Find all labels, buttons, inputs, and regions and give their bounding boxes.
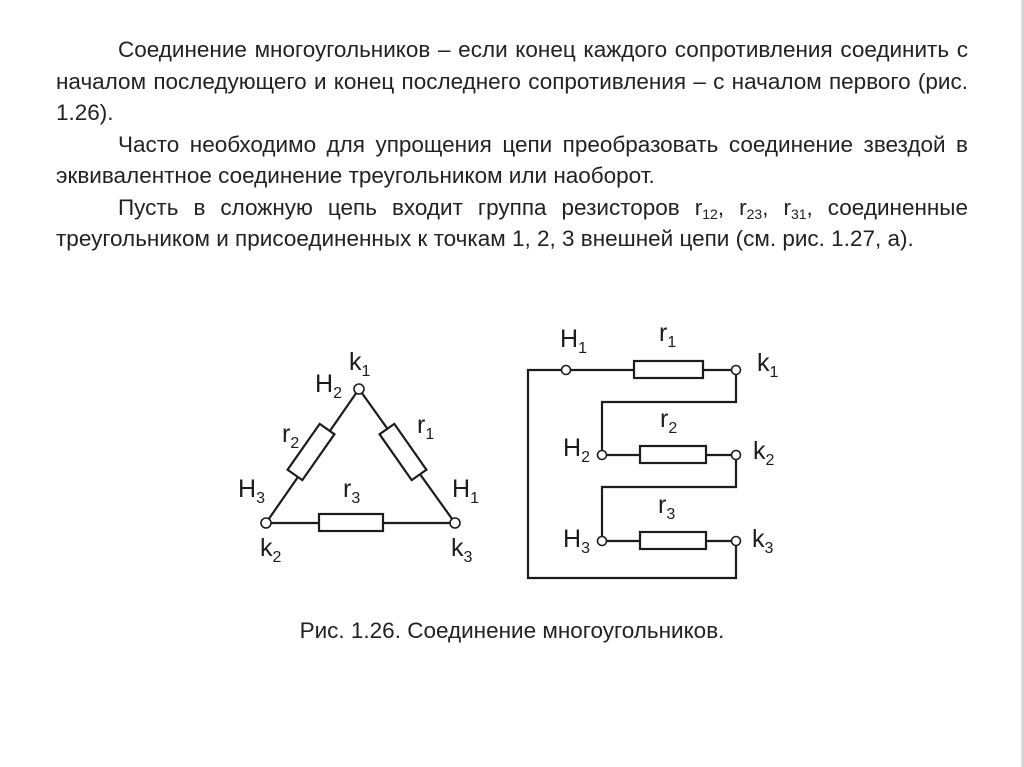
resistor-index: 12 — [702, 205, 718, 222]
resistor-symbol: r — [739, 194, 747, 220]
chain-label-h3: $H_3$ — [563, 525, 590, 557]
triangle-resistor-r3 — [319, 514, 383, 531]
paragraph-text-end: , соединенные треугольником и присоединенных к точкам 1, 2, 3 внешней цепи (см. рис. 1.27, а). — [56, 194, 968, 251]
separator: , — [717, 194, 740, 220]
label-r1: $r_1$ — [417, 411, 435, 443]
label-k2: $k_2$ — [260, 534, 282, 566]
triangle-left-terminal — [261, 518, 271, 528]
resistor-symbol: r — [783, 194, 791, 220]
triangle-top-terminal — [354, 384, 364, 394]
triangle-resistor-r2 — [288, 424, 335, 480]
label-h1: $H_1$ — [452, 475, 479, 507]
chain-label-k1: $k_1$ — [757, 349, 779, 381]
chain-label-r3: $r_3$ — [658, 491, 676, 523]
figure-caption: Рис. 1.26. Соединение многоугольников. — [299, 618, 725, 643]
terminal-k1 — [732, 366, 741, 375]
terminal-h2 — [598, 451, 607, 460]
separator: , — [762, 194, 784, 220]
label-k3: $k_3$ — [451, 534, 473, 566]
triangle-right-terminal — [450, 518, 460, 528]
chain-label-r2: $r_2$ — [660, 405, 678, 437]
chain-resistor-r2 — [640, 446, 706, 463]
label-k1: $k_1$ — [349, 348, 371, 380]
resistor-index: 31 — [790, 205, 807, 222]
resistor-index: 23 — [746, 205, 763, 222]
chain-label-k3: $k_3$ — [752, 525, 774, 557]
paragraph-text: Часто необходимо для упрощения цепи преобразовать соединение звездой в эквивалентное соединение треугольником или наоборот. — [56, 131, 968, 188]
chain-label-r1: $r_1$ — [659, 319, 677, 351]
terminal-k3 — [732, 537, 741, 546]
link-k1-h2 — [602, 370, 736, 455]
chain-resistor-r1 — [634, 361, 703, 378]
terminal-h3 — [598, 537, 607, 546]
chain-label-k2: $k_2$ — [753, 437, 775, 469]
resistor-symbol: r — [694, 194, 703, 220]
terminal-k2 — [732, 451, 741, 460]
triangle-circuit — [238, 348, 479, 566]
chain-resistor-r3 — [640, 532, 706, 549]
chain-label-h1: $H_1$ — [560, 325, 587, 357]
link-k2-h3 — [602, 455, 736, 541]
label-r3: $r_3$ — [343, 475, 361, 507]
paragraph-text: Соединение многоугольников – если конец каждого сопротивления соединить с началом последующего и конец последнего сопротивления – с началом первого (рис. 1.26). — [56, 37, 968, 125]
terminal-h1 — [562, 366, 571, 375]
chain-label-h2: $H_2$ — [563, 434, 590, 466]
chain-circuit — [528, 319, 779, 578]
label-h3: $H_3$ — [238, 475, 265, 507]
label-r2: $r_2$ — [282, 420, 300, 452]
label-h2: $H_2$ — [315, 370, 342, 402]
paragraph-text-start: Пусть в сложную цепь входит группа резисторов — [118, 194, 695, 220]
